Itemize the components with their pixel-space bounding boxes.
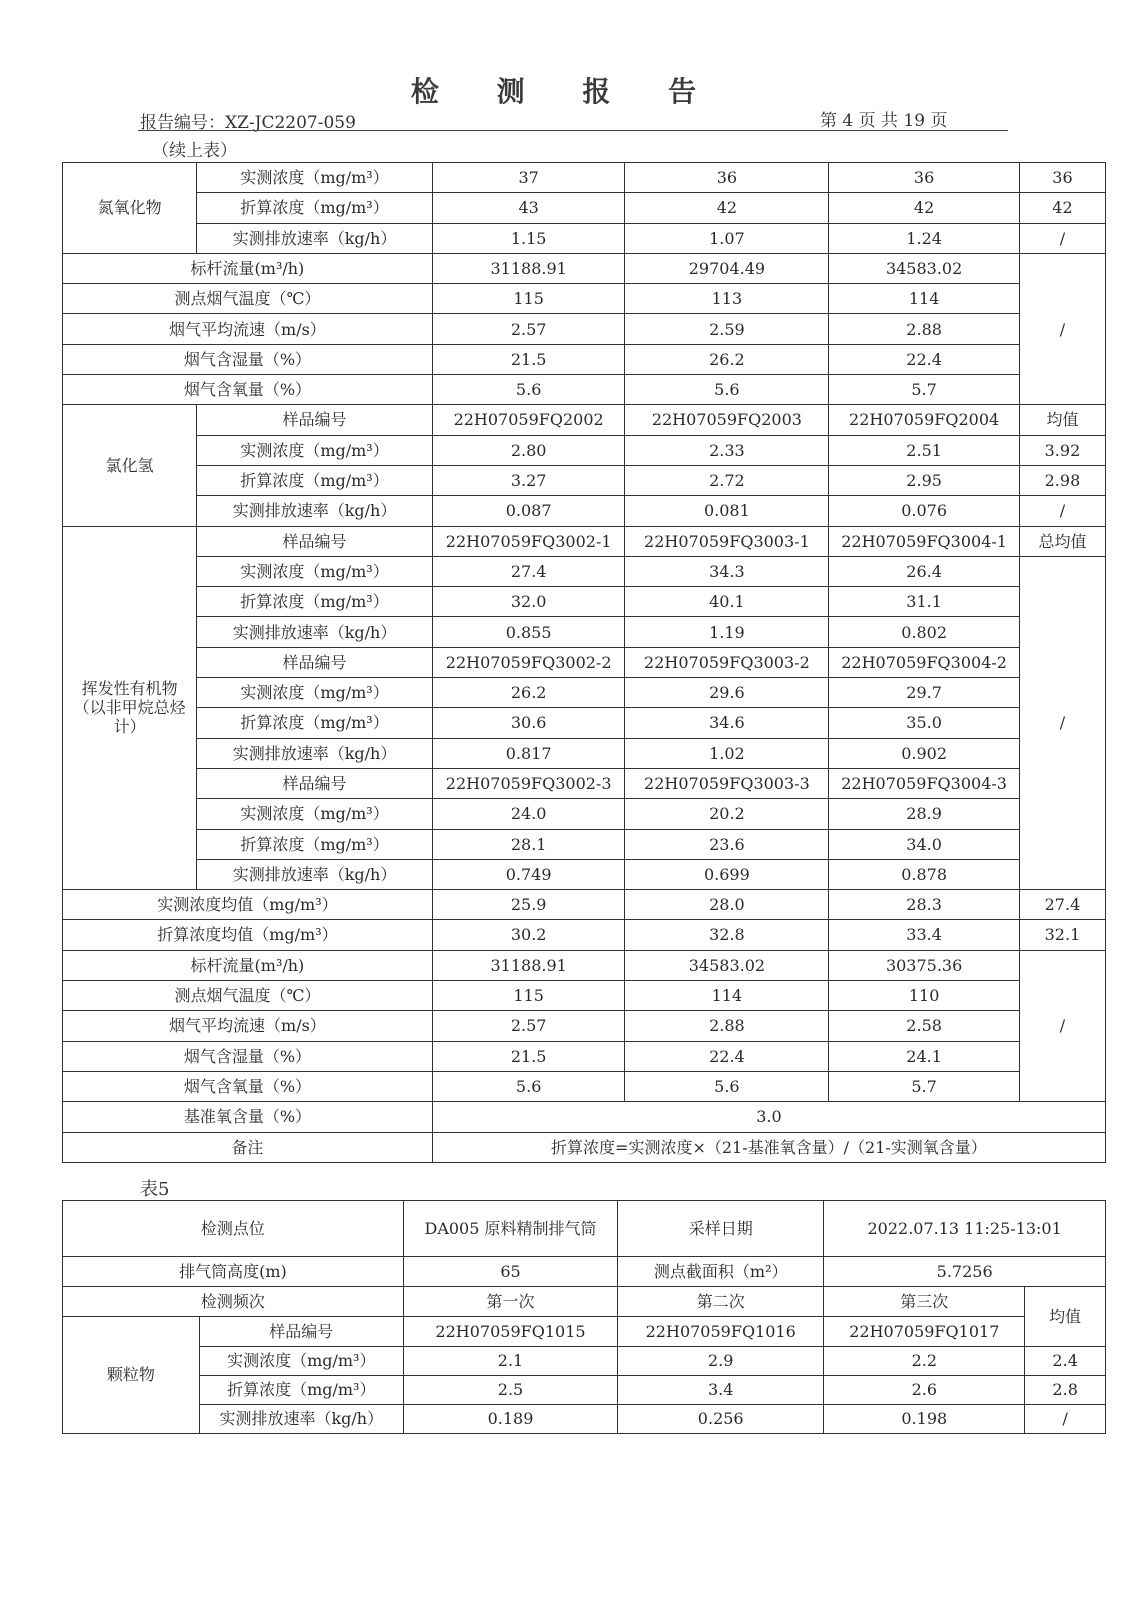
cell: 均值 <box>1025 1287 1106 1347</box>
page-number: 第 4 页 共 19 页 <box>820 111 948 131</box>
cell: 第一次 <box>403 1287 617 1317</box>
table-row <box>63 587 1106 617</box>
table-row <box>63 981 1106 1011</box>
table-row <box>63 496 1106 526</box>
cell: / <box>1019 496 1105 526</box>
cell: 65 <box>403 1257 617 1287</box>
row-label: 基准氧含量（%） <box>63 1102 433 1132</box>
table5-label: 表5 <box>140 1179 170 1200</box>
cell: 42 <box>625 193 829 223</box>
cell: 29.6 <box>625 678 829 708</box>
cell: 2.59 <box>625 314 829 344</box>
cell: 0.855 <box>432 617 625 647</box>
table-row <box>63 1041 1106 1071</box>
cell: 3.4 <box>618 1376 824 1405</box>
cell: 第二次 <box>618 1287 824 1317</box>
cell: 32.1 <box>1019 920 1105 950</box>
row-label: 标杆流量(m³/h) <box>63 950 433 980</box>
group-label: 颗粒物 <box>63 1317 200 1434</box>
row-label: 排气筒高度(m) <box>63 1257 404 1287</box>
table-row <box>63 708 1106 738</box>
table-row <box>63 799 1106 829</box>
table-row <box>63 768 1106 798</box>
cell: 2022.07.13 11:25-13:01 <box>824 1201 1106 1257</box>
cell: 22H07059FQ3003-3 <box>625 768 829 798</box>
row-label: 烟气含湿量（%） <box>63 344 433 374</box>
cell: 2.80 <box>432 435 625 465</box>
cell: 3.27 <box>432 465 625 495</box>
cell: 22H07059FQ3002-1 <box>432 526 625 556</box>
cell: 5.6 <box>432 375 625 405</box>
row-label: 标杆流量(m³/h) <box>63 253 433 283</box>
group-label: 挥发性有机物（以非甲烷总烃计） <box>63 526 197 890</box>
continued-label: （续上表） <box>152 141 237 161</box>
table-row <box>63 465 1106 495</box>
cell: 5.6 <box>625 375 829 405</box>
cell: 2.1 <box>403 1347 617 1376</box>
table-row <box>63 556 1106 586</box>
cell: 34583.02 <box>625 950 829 980</box>
table-row <box>63 1376 1106 1405</box>
row-label: 折算浓度（mg/m³） <box>197 708 433 738</box>
cell: 2.6 <box>824 1376 1025 1405</box>
cell: 36 <box>625 163 829 193</box>
cell: 1.24 <box>829 223 1020 253</box>
row-label: 实测排放速率（kg/h） <box>197 738 433 768</box>
cell: 1.19 <box>625 617 829 647</box>
table-row <box>63 738 1106 768</box>
cell: 0.802 <box>829 617 1020 647</box>
row-label: 折算浓度均值（mg/m³） <box>63 920 433 950</box>
group-label: 氯化氢 <box>63 405 197 526</box>
cell: 37 <box>432 163 625 193</box>
cell: 0.198 <box>824 1405 1025 1434</box>
cell: 2.88 <box>625 1011 829 1041</box>
cell: 22H07059FQ3003-1 <box>625 526 829 556</box>
table-row <box>63 314 1106 344</box>
table-row <box>63 890 1106 920</box>
cell: 5.7256 <box>824 1257 1106 1287</box>
row-label: 烟气含湿量（%） <box>63 1041 433 1071</box>
cell: 115 <box>432 284 625 314</box>
row-label: 样品编号 <box>197 526 433 556</box>
cell: 2.72 <box>625 465 829 495</box>
cell: 22H07059FQ3004-3 <box>829 768 1020 798</box>
row-label: 测点烟气温度（℃） <box>63 981 433 1011</box>
cell: 26.2 <box>625 344 829 374</box>
row-label: 实测排放速率（kg/h） <box>197 223 433 253</box>
table-row <box>63 435 1106 465</box>
cell: 22H07059FQ2002 <box>432 405 625 435</box>
cell: 20.2 <box>625 799 829 829</box>
cell: 32.0 <box>432 587 625 617</box>
cell: 114 <box>829 284 1020 314</box>
cell: 28.0 <box>625 890 829 920</box>
table-row <box>63 950 1106 980</box>
cell: 0.878 <box>829 859 1020 889</box>
report-title: 检 测 报 告 <box>410 75 721 108</box>
cell: 21.5 <box>432 344 625 374</box>
results-table-continued <box>62 162 1106 1163</box>
row-label: 样品编号 <box>197 768 433 798</box>
cell: / <box>1019 223 1105 253</box>
row-label: 实测排放速率（kg/h） <box>197 496 433 526</box>
cell: 2.8 <box>1025 1376 1106 1405</box>
cell: 2.57 <box>432 1011 625 1041</box>
cell: 23.6 <box>625 829 829 859</box>
table-row <box>63 1287 1106 1317</box>
row-label: 折算浓度（mg/m³） <box>197 465 433 495</box>
cell: 2.33 <box>625 435 829 465</box>
cell: 2.5 <box>403 1376 617 1405</box>
table-row <box>63 193 1106 223</box>
cell: 31.1 <box>829 587 1020 617</box>
cell: 1.07 <box>625 223 829 253</box>
cell: 43 <box>432 193 625 223</box>
table-row <box>63 1317 1106 1347</box>
table-row <box>63 1257 1106 1287</box>
cell: 33.4 <box>829 920 1020 950</box>
row-label: 实测排放速率（kg/h） <box>197 859 433 889</box>
row-label: 烟气含氧量（%） <box>63 375 433 405</box>
cell: 22H07059FQ1016 <box>618 1317 824 1347</box>
table-row <box>63 920 1106 950</box>
cell: 0.076 <box>829 496 1020 526</box>
cell: 28.9 <box>829 799 1020 829</box>
cell: 2.2 <box>824 1347 1025 1376</box>
table-row <box>63 1011 1106 1041</box>
row-label: 样品编号 <box>197 405 433 435</box>
cell: / <box>1019 950 1105 1101</box>
cell: 24.1 <box>829 1041 1020 1071</box>
cell: 3.92 <box>1019 435 1105 465</box>
cell: 30.6 <box>432 708 625 738</box>
cell: DA005 原料精制排气筒 <box>403 1201 617 1257</box>
row-label: 折算浓度（mg/m³） <box>197 193 433 223</box>
table-row <box>63 678 1106 708</box>
cell: 34.6 <box>625 708 829 738</box>
row-label: 烟气平均流速（m/s） <box>63 314 433 344</box>
table-row <box>63 526 1106 556</box>
cell: 总均值 <box>1019 526 1105 556</box>
cell: 1.15 <box>432 223 625 253</box>
cell: 22H07059FQ3004-2 <box>829 647 1020 677</box>
cell: 113 <box>625 284 829 314</box>
cell: 36 <box>1019 163 1105 193</box>
cell: 2.9 <box>618 1347 824 1376</box>
cell: 2.51 <box>829 435 1020 465</box>
cell: 5.7 <box>829 375 1020 405</box>
cell: 5.6 <box>432 1071 625 1101</box>
row-label: 测点截面积（m²） <box>618 1257 824 1287</box>
cell: 36 <box>829 163 1020 193</box>
cell: 34583.02 <box>829 253 1020 283</box>
cell: 0.189 <box>403 1405 617 1434</box>
row-label: 检测频次 <box>63 1287 404 1317</box>
cell: 32.8 <box>625 920 829 950</box>
table-row <box>63 1102 1106 1132</box>
row-label: 烟气平均流速（m/s） <box>63 1011 433 1041</box>
cell: 22.4 <box>625 1041 829 1071</box>
cell: 34.0 <box>829 829 1020 859</box>
row-label: 样品编号 <box>197 647 433 677</box>
cell: 2.95 <box>829 465 1020 495</box>
row-label: 折算浓度（mg/m³） <box>197 829 433 859</box>
table-row <box>63 1132 1106 1162</box>
table-row <box>63 344 1106 374</box>
cell: 0.087 <box>432 496 625 526</box>
cell: 29704.49 <box>625 253 829 283</box>
table-row <box>63 223 1106 253</box>
cell: 114 <box>625 981 829 1011</box>
cell: 30375.36 <box>829 950 1020 980</box>
cell: 0.749 <box>432 859 625 889</box>
group-label: 氮氧化物 <box>63 163 197 254</box>
table-row <box>63 647 1106 677</box>
cell: 22H07059FQ3002-2 <box>432 647 625 677</box>
cell: 0.902 <box>829 738 1020 768</box>
row-label: 实测排放速率（kg/h） <box>197 617 433 647</box>
cell: 2.98 <box>1019 465 1105 495</box>
table-row <box>63 829 1106 859</box>
row-label: 检测点位 <box>63 1201 404 1257</box>
row-label: 实测浓度（mg/m³） <box>197 163 433 193</box>
cell: 均值 <box>1019 405 1105 435</box>
row-label: 实测浓度（mg/m³） <box>197 799 433 829</box>
cell: 2.57 <box>432 314 625 344</box>
cell: 22H07059FQ1015 <box>403 1317 617 1347</box>
row-label: 实测浓度（mg/m³） <box>197 678 433 708</box>
cell: 0.699 <box>625 859 829 889</box>
cell: 34.3 <box>625 556 829 586</box>
header-divider <box>138 130 1008 131</box>
cell: 22H07059FQ2003 <box>625 405 829 435</box>
cell: 110 <box>829 981 1020 1011</box>
table-row <box>63 617 1106 647</box>
cell: 28.1 <box>432 829 625 859</box>
cell: 5.7 <box>829 1071 1020 1101</box>
row-label: 采样日期 <box>618 1201 824 1257</box>
cell: 0.256 <box>618 1405 824 1434</box>
row-label: 实测浓度（mg/m³） <box>197 556 433 586</box>
cell: 25.9 <box>432 890 625 920</box>
cell: 31188.91 <box>432 253 625 283</box>
cell: / <box>1019 253 1105 404</box>
table-row <box>63 1347 1106 1376</box>
cell: 22.4 <box>829 344 1020 374</box>
cell: 42 <box>829 193 1020 223</box>
row-label: 实测浓度（mg/m³） <box>199 1347 403 1376</box>
row-label: 烟气含氧量（%） <box>63 1071 433 1101</box>
cell: 31188.91 <box>432 950 625 980</box>
cell: 0.817 <box>432 738 625 768</box>
table-row <box>63 859 1106 889</box>
row-label: 备注 <box>63 1132 433 1162</box>
cell: 27.4 <box>1019 890 1105 920</box>
row-label: 样品编号 <box>199 1317 403 1347</box>
row-label: 测点烟气温度（℃） <box>63 284 433 314</box>
table-row <box>63 253 1106 283</box>
cell: 27.4 <box>432 556 625 586</box>
cell: 29.7 <box>829 678 1020 708</box>
row-label: 折算浓度（mg/m³） <box>197 587 433 617</box>
cell: 115 <box>432 981 625 1011</box>
cell: 21.5 <box>432 1041 625 1071</box>
table-row <box>63 1201 1106 1257</box>
remark-cell: 折算浓度=实测浓度×（21-基准氧含量）/（21-实测氧含量） <box>432 1132 1105 1162</box>
cell: 22H07059FQ3002-3 <box>432 768 625 798</box>
cell: 42 <box>1019 193 1105 223</box>
cell: 22H07059FQ2004 <box>829 405 1020 435</box>
table5 <box>62 1200 1106 1434</box>
table-row <box>63 163 1106 193</box>
table-row <box>63 284 1106 314</box>
table-row <box>63 375 1106 405</box>
cell: 26.4 <box>829 556 1020 586</box>
cell: / <box>1025 1405 1106 1434</box>
table-row <box>63 1405 1106 1434</box>
cell: 22H07059FQ3003-2 <box>625 647 829 677</box>
cell: 0.081 <box>625 496 829 526</box>
cell: 2.4 <box>1025 1347 1106 1376</box>
row-label: 实测浓度（mg/m³） <box>197 435 433 465</box>
cell: 30.2 <box>432 920 625 950</box>
cell: 2.88 <box>829 314 1020 344</box>
table-row <box>63 1071 1106 1101</box>
cell: 22H07059FQ3004-1 <box>829 526 1020 556</box>
cell: 24.0 <box>432 799 625 829</box>
cell: 第三次 <box>824 1287 1025 1317</box>
cell: 3.0 <box>432 1102 1105 1132</box>
table-row <box>63 405 1106 435</box>
cell: 26.2 <box>432 678 625 708</box>
row-label: 折算浓度（mg/m³） <box>199 1376 403 1405</box>
cell: 5.6 <box>625 1071 829 1101</box>
row-label: 实测排放速率（kg/h） <box>199 1405 403 1434</box>
cell: 28.3 <box>829 890 1020 920</box>
cell: 40.1 <box>625 587 829 617</box>
report-number: 报告编号：XZ-JC2207-059 <box>140 113 356 133</box>
cell: 2.58 <box>829 1011 1020 1041</box>
cell: 1.02 <box>625 738 829 768</box>
cell: 22H07059FQ1017 <box>824 1317 1025 1347</box>
cell: 35.0 <box>829 708 1020 738</box>
row-label: 实测浓度均值（mg/m³） <box>63 890 433 920</box>
cell: / <box>1019 556 1105 889</box>
